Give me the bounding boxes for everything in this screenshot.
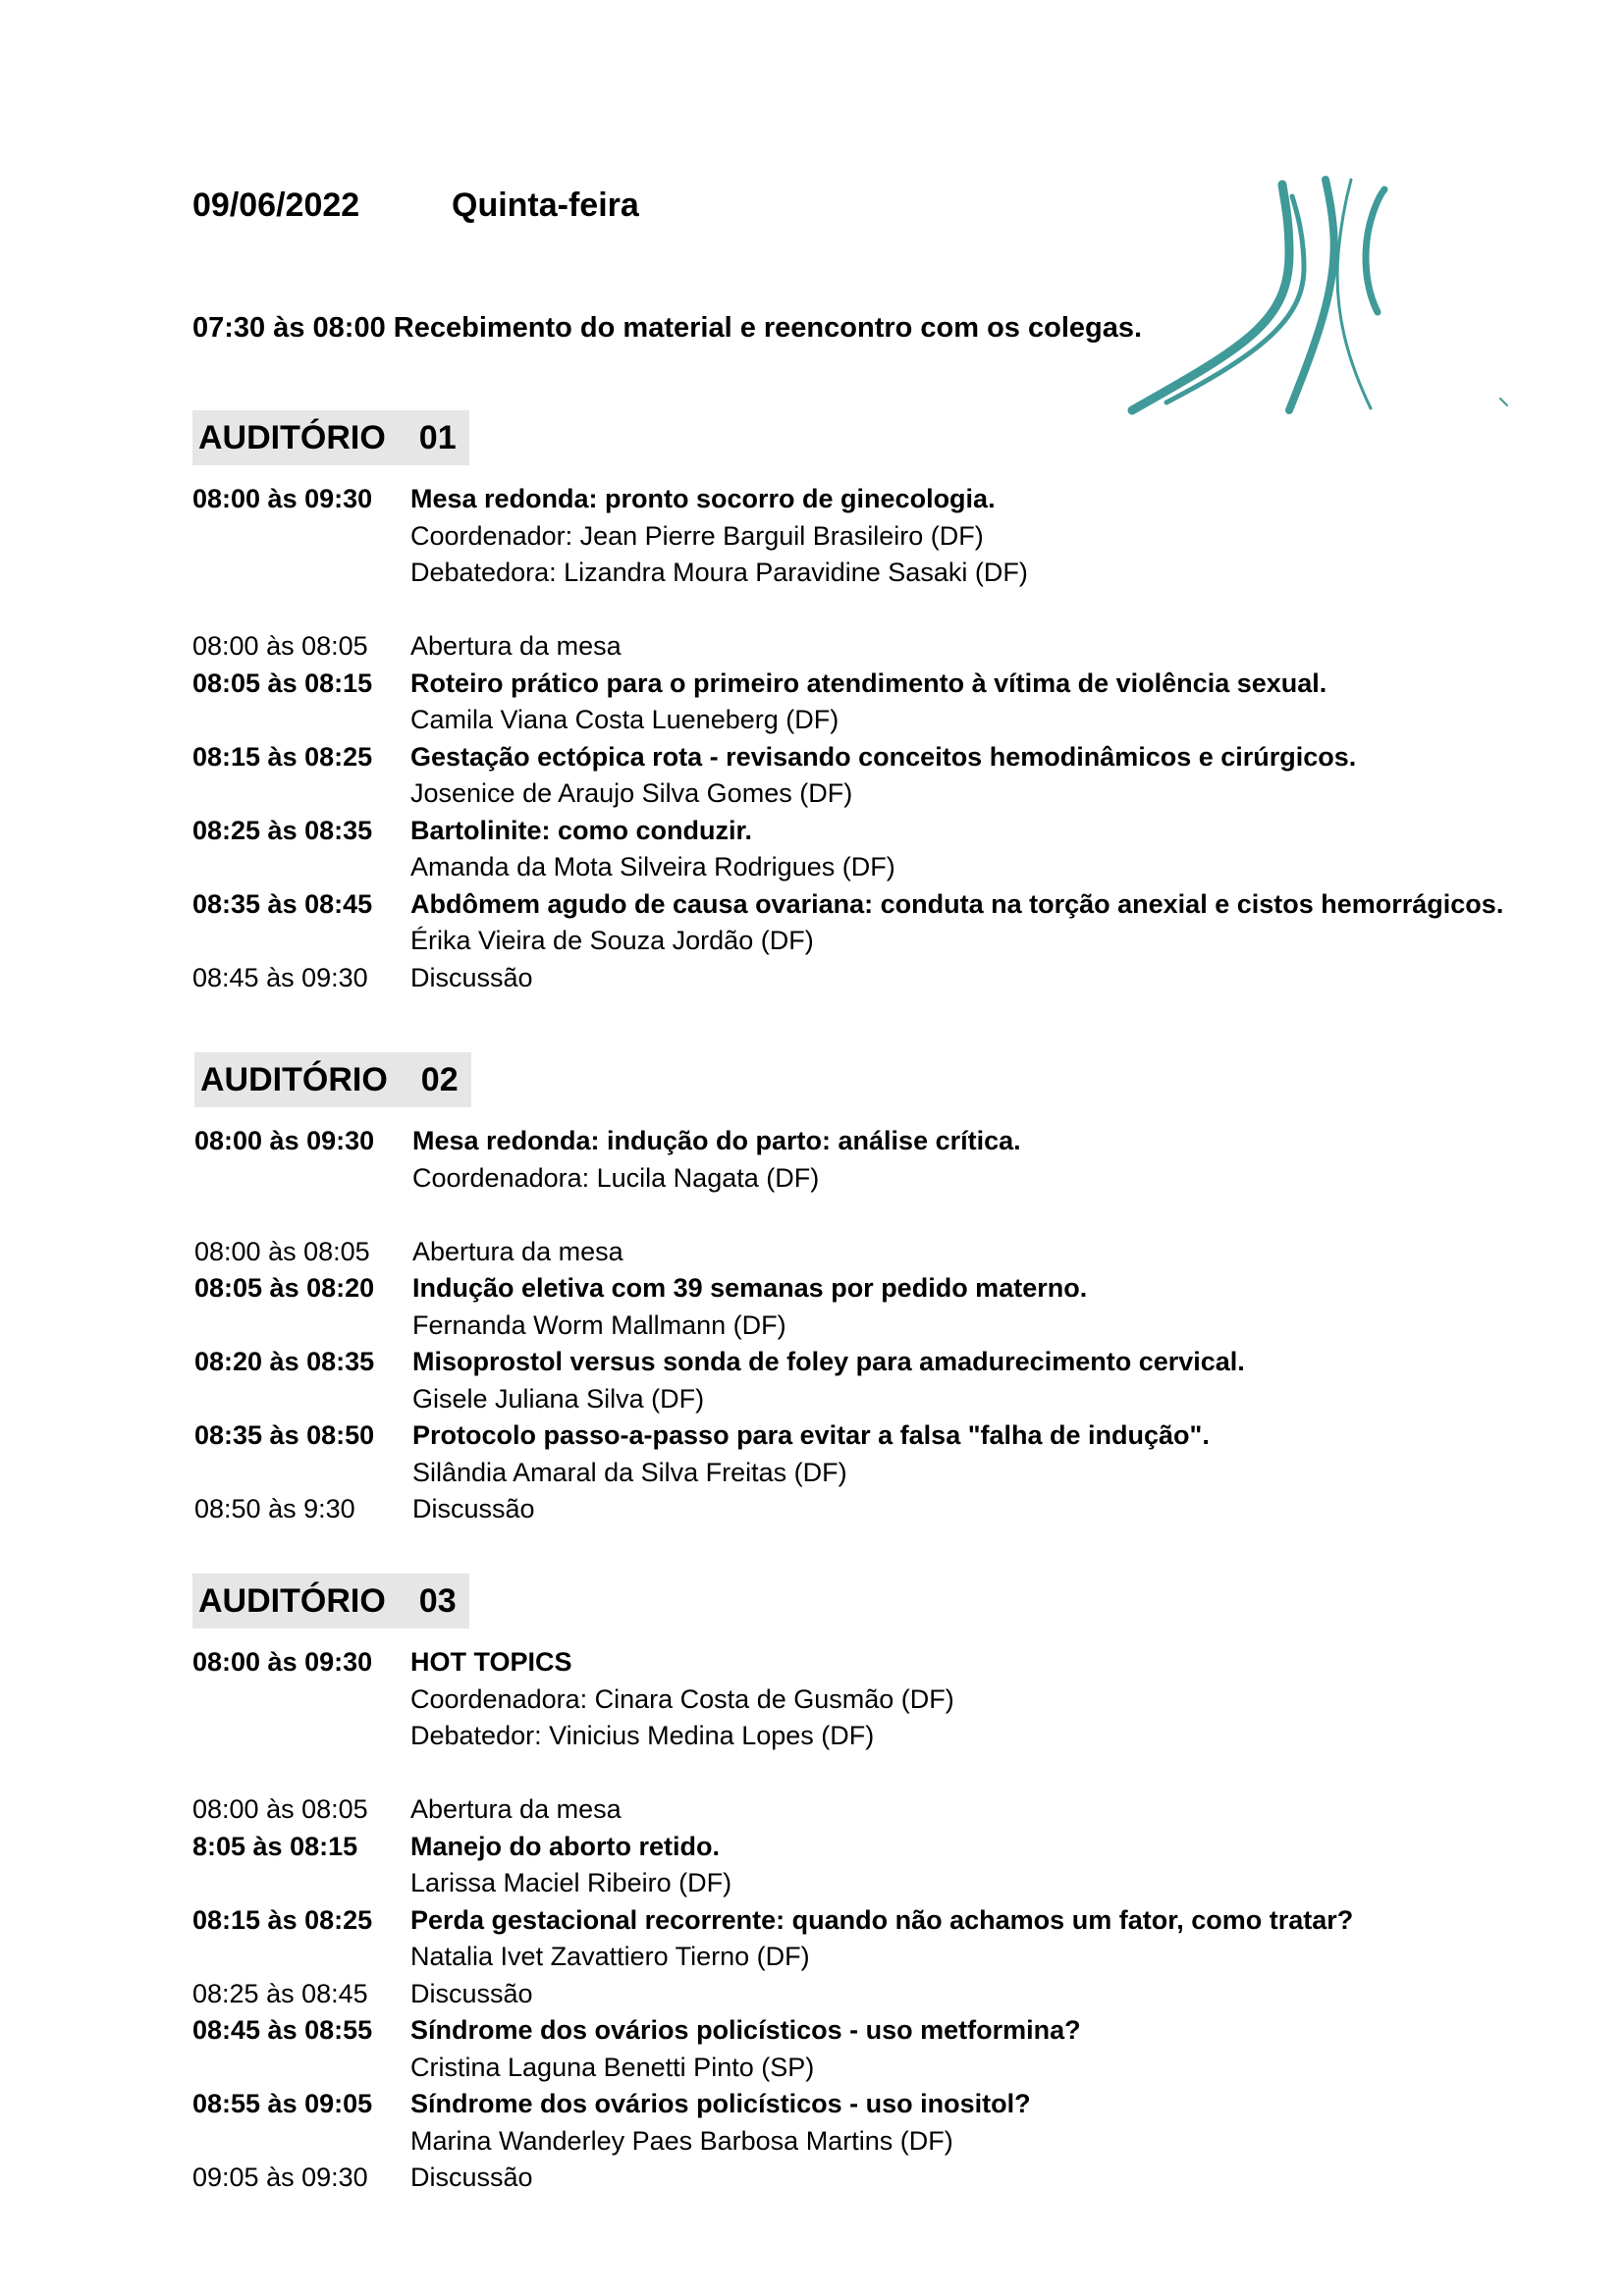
auditorium-label: AUDITÓRIO bbox=[198, 418, 386, 456]
session-title: Protocolo passo-a-passo para evitar a falsa "falha de indução". bbox=[412, 1420, 1210, 1451]
schedule-row bbox=[194, 1123, 1569, 1160]
schedule-row bbox=[192, 1902, 1567, 1940]
schedule-row bbox=[194, 1455, 1569, 1492]
schedule-row bbox=[192, 2160, 1567, 2197]
schedule-row bbox=[192, 849, 1567, 886]
schedule-row bbox=[192, 628, 1567, 666]
schedule-row bbox=[192, 2086, 1567, 2123]
schedule-time: 08:00 às 08:05 bbox=[194, 1236, 370, 1266]
session-detail: Amanda da Mota Silveira Rodrigues (DF) bbox=[410, 852, 895, 882]
schedule-time: 08:15 às 08:25 bbox=[192, 1904, 373, 1935]
schedule-row bbox=[192, 960, 1567, 997]
session-detail: Gisele Juliana Silva (DF) bbox=[412, 1383, 705, 1414]
session-detail: Coordenador: Jean Pierre Barguil Brasileiro (DF) bbox=[410, 520, 984, 551]
auditorium-number: 03 bbox=[418, 1581, 457, 1620]
schedule-list bbox=[192, 481, 1567, 996]
schedule-time: 08:55 às 09:05 bbox=[192, 2089, 373, 2119]
session-detail: Érika Vieira de Souza Jordão (DF) bbox=[410, 926, 814, 956]
schedule-time: 08:00 às 08:05 bbox=[192, 631, 368, 662]
auditorium-header bbox=[192, 410, 469, 465]
session-title: Mesa redonda: pronto socorro de ginecologia. bbox=[410, 484, 996, 514]
session-detail: Discussão bbox=[410, 962, 533, 992]
session-detail: Abertura da mesa bbox=[410, 1794, 622, 1825]
auditorium-number: 01 bbox=[418, 418, 457, 456]
auditorium-label: AUDITÓRIO bbox=[198, 1581, 386, 1620]
schedule-time: 08:50 às 9:30 bbox=[194, 1494, 355, 1524]
schedule-row bbox=[192, 1976, 1567, 2013]
schedule-row bbox=[194, 1160, 1569, 1198]
schedule-time: 08:15 às 08:25 bbox=[192, 741, 373, 772]
session-title: Indução eletiva com 39 semanas por pedido materno. bbox=[412, 1273, 1088, 1304]
schedule-row bbox=[192, 775, 1567, 813]
session-detail: Camila Viana Costa Lueneberg (DF) bbox=[410, 705, 839, 735]
session-detail: Cristina Laguna Benetti Pinto (SP) bbox=[410, 2052, 815, 2082]
congress-logo-icon bbox=[1127, 175, 1520, 415]
auditorium-label: AUDITÓRIO bbox=[200, 1060, 388, 1098]
session-title: HOT TOPICS bbox=[410, 1647, 572, 1678]
session-title: Abdômem agudo de causa ovariana: conduta na torção anexial e cistos hemorrágicos. bbox=[410, 888, 1504, 919]
schedule-row bbox=[192, 481, 1567, 518]
session-detail: Abertura da mesa bbox=[412, 1236, 623, 1266]
schedule-row bbox=[194, 1308, 1569, 1345]
schedule-row bbox=[194, 1417, 1569, 1455]
session-title: Roteiro prático para o primeiro atendimento à vítima de violência sexual. bbox=[410, 667, 1327, 698]
session-detail: Natalia Ivet Zavattiero Tierno (DF) bbox=[410, 1942, 810, 1972]
event-date: 09/06/2022 bbox=[192, 187, 360, 224]
auditorium-header bbox=[192, 1574, 469, 1629]
schedule-time: 08:00 às 09:30 bbox=[192, 1647, 373, 1678]
welcome-line: 07:30 às 08:00 Recebimento do material e reencontro com os colegas. bbox=[192, 312, 1143, 344]
schedule-row bbox=[192, 1682, 1567, 1719]
session-detail: Larissa Maciel Ribeiro (DF) bbox=[410, 1868, 732, 1898]
session-detail: Discussão bbox=[412, 1494, 535, 1524]
event-weekday: Quinta-feira bbox=[452, 187, 639, 224]
schedule-time: 08:35 às 08:45 bbox=[192, 888, 373, 919]
schedule-row bbox=[192, 702, 1567, 739]
schedule-row bbox=[192, 739, 1567, 776]
session-title: Perda gestacional recorrente: quando não achamos um fator, como tratar? bbox=[410, 1904, 1354, 1935]
schedule-row bbox=[192, 518, 1567, 556]
session-title: Misoprostol versus sonda de foley para amadurecimento cervical. bbox=[412, 1347, 1245, 1377]
schedule-row bbox=[194, 1344, 1569, 1381]
schedule-time: 08:20 às 08:35 bbox=[194, 1347, 375, 1377]
schedule-row bbox=[192, 1644, 1567, 1682]
schedule-time: 08:00 às 09:30 bbox=[192, 484, 373, 514]
schedule-row bbox=[192, 666, 1567, 703]
session-detail: Coordenadora: Lucila Nagata (DF) bbox=[412, 1162, 820, 1193]
session-detail: Abertura da mesa bbox=[410, 631, 622, 662]
session-title: Síndrome dos ovários policísticos - uso metformina? bbox=[410, 2015, 1081, 2046]
schedule-time: 8:05 às 08:15 bbox=[192, 1831, 358, 1861]
schedule-time: 08:00 às 08:05 bbox=[192, 1794, 368, 1825]
schedule-time: 08:35 às 08:50 bbox=[194, 1420, 375, 1451]
schedule-row bbox=[192, 2012, 1567, 2050]
schedule-list bbox=[192, 1644, 1567, 2197]
schedule-row bbox=[194, 1234, 1569, 1271]
session-detail: Debatedor: Vinicius Medina Lopes (DF) bbox=[410, 1721, 875, 1751]
session-detail: Coordenadora: Cinara Costa de Gusmão (DF) bbox=[410, 1683, 954, 1714]
schedule-time: 08:05 às 08:15 bbox=[192, 667, 373, 698]
session-detail: Discussão bbox=[410, 1978, 533, 2008]
session-title: Bartolinite: como conduzir. bbox=[410, 815, 753, 845]
schedule-time: 08:25 às 08:35 bbox=[192, 815, 373, 845]
session-title: Manejo do aborto retido. bbox=[410, 1831, 720, 1861]
session-detail: Fernanda Worm Mallmann (DF) bbox=[412, 1309, 786, 1340]
schedule-time: 08:00 às 09:30 bbox=[194, 1126, 375, 1156]
schedule-row bbox=[194, 1381, 1569, 1418]
session-detail: Debatedora: Lizandra Moura Paravidine Sasaki (DF) bbox=[410, 558, 1028, 588]
schedule-row bbox=[194, 1491, 1569, 1528]
schedule-row bbox=[192, 1865, 1567, 1902]
session-title: Síndrome dos ovários policísticos - uso inositol? bbox=[410, 2089, 1031, 2119]
schedule-row bbox=[192, 1718, 1567, 1755]
schedule-time: 08:45 às 08:55 bbox=[192, 2015, 373, 2046]
auditorium-number: 02 bbox=[420, 1060, 459, 1098]
auditorium-01-section bbox=[192, 410, 1567, 996]
session-detail: Silândia Amaral da Silva Freitas (DF) bbox=[412, 1457, 847, 1487]
schedule-time: 08:25 às 08:45 bbox=[192, 1978, 368, 2008]
schedule-row bbox=[192, 2050, 1567, 2087]
session-detail: Josenice de Araujo Silva Gomes (DF) bbox=[410, 778, 853, 809]
auditorium-header bbox=[194, 1052, 471, 1107]
schedule-row bbox=[192, 1829, 1567, 1866]
schedule-time: 08:05 às 08:20 bbox=[194, 1273, 375, 1304]
schedule-row bbox=[194, 1270, 1569, 1308]
session-title: Gestação ectópica rota - revisando conceitos hemodinâmicos e cirúrgicos. bbox=[410, 741, 1357, 772]
schedule-row bbox=[192, 1791, 1567, 1829]
session-detail: Discussão bbox=[410, 2163, 533, 2193]
schedule-row bbox=[192, 555, 1567, 592]
schedule-time: 09:05 às 09:30 bbox=[192, 2163, 368, 2193]
schedule-list bbox=[194, 1123, 1569, 1528]
auditorium-02-section bbox=[194, 1052, 1569, 1528]
schedule-row bbox=[192, 813, 1567, 850]
schedule-time: 08:45 às 09:30 bbox=[192, 962, 368, 992]
auditorium-03-section bbox=[192, 1574, 1567, 2197]
schedule-row bbox=[192, 923, 1567, 960]
schedule-row bbox=[192, 1939, 1567, 1976]
schedule-row bbox=[192, 2123, 1567, 2161]
session-detail: Marina Wanderley Paes Barbosa Martins (DF) bbox=[410, 2125, 953, 2156]
schedule-row bbox=[192, 886, 1567, 924]
session-title: Mesa redonda: indução do parto: análise crítica. bbox=[412, 1126, 1021, 1156]
